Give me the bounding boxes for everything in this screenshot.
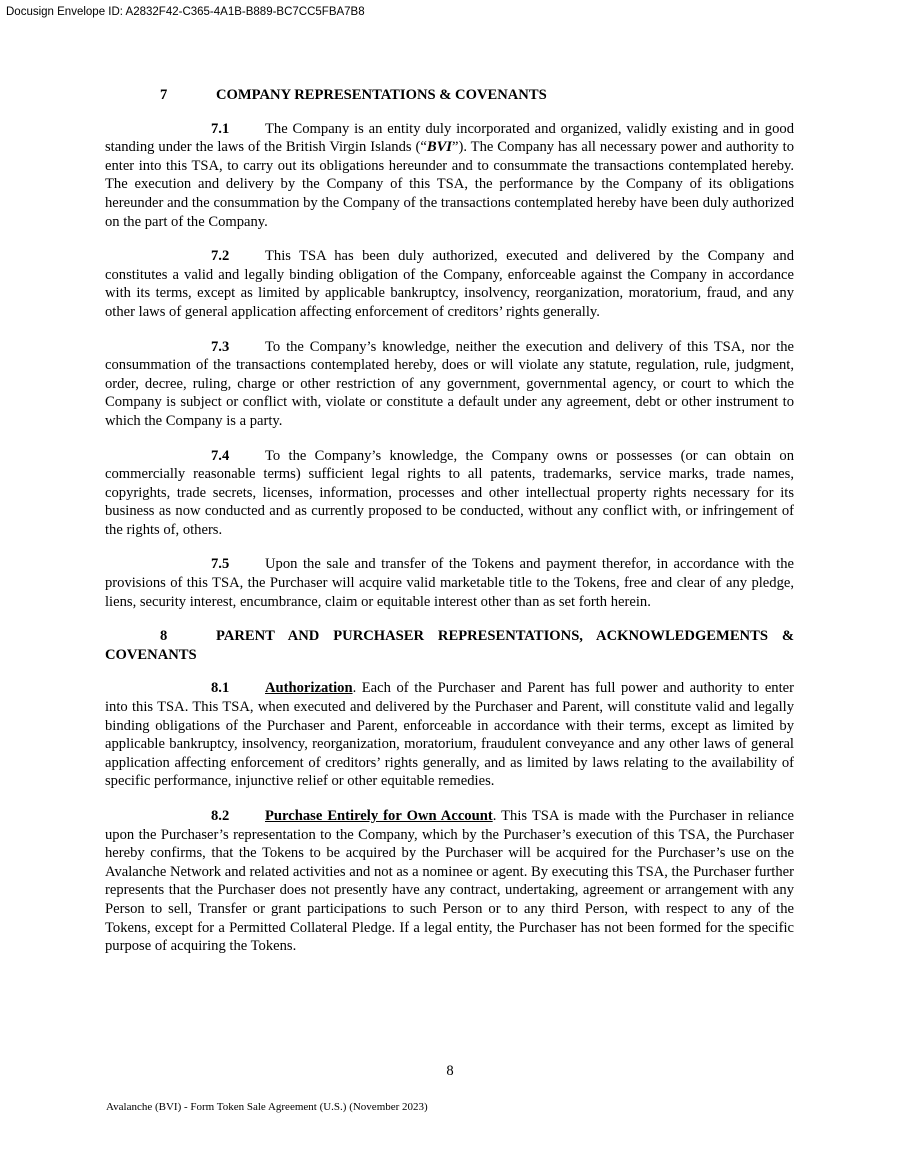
paragraph-text: This TSA has been duly authorized, executed and delivered by the Company and constitutes a valid and legally binding obligation of the Company, enforceable against the Company in accordance with its terms, except as limited by applicable bankruptcy, insolvency, reorganization, moratorium, fraud, and any other laws of general application affecting enforcement of creditors’ rights generally. [105,248,794,320]
paragraph-text: ”). The Company has all necessary power and authority to enter into this TSA, to carry out its obligations hereunder and to consummate the transactions contemplated hereby. The execution and delivery by the Company of this TSA, the performance by the Company of its obligations hereunder and the consummation by the Company of the transactions contemplated hereby have been duly authorized on the part of the Company. [105,139,794,230]
paragraph-7-5 [105,555,794,611]
section-7-number: 7 [160,87,168,103]
paragraph-number: 8.2 [211,808,230,824]
section-8-heading [105,627,794,664]
paragraph-8-1 [105,679,794,791]
paragraph-8-2 [105,807,794,956]
paragraph-7-1 [105,120,794,232]
paragraph-number: 7.5 [211,556,230,573]
document-body [105,86,794,972]
paragraph-7-2 [105,247,794,321]
paragraph-7-4 [105,447,794,540]
paragraph-number: 8.1 [211,680,230,697]
paragraph-text: Upon the sale and transfer of the Tokens and payment therefor, in accordance with the provisions of this TSA, the Purchaser will acquire valid marketable title to the Tokens, free and clear of any pledge, liens, security interest, encumbrance, claim or equitable interest other than as set forth herein. [105,556,794,610]
paragraph-text: . This TSA is made with the Purchaser in reliance upon the Purchaser’s representation to the Company, which by the Purchaser’s execution of this TSA, the Purchaser hereby confirms, that the Tokens to be acquired by the Purchaser will be acquired for the Purchaser’s use on the Avalanche Network and related activities and not as a nominee or agent. By executing this TSA, the Purchaser further represents that the Purchaser does not presently have any contract, undertaking, agreement or arrangement with any Person to sell, Transfer or grant participations to such Person or to any third Person, with respect to any of the Tokens, except for a Permitted Collateral Pledge. If a legal entity, the Purchaser has not been formed for the specific purpose of acquiring the Tokens. [105,808,794,955]
paragraph-text: To the Company’s knowledge, the Company owns or possesses (or can obtain on commercially reasonable terms) sufficient legal rights to all patents, trademarks, service marks, trade names, copyrights, trade secrets, licenses, information, processes and other intellectual property rights necessary for its business as now conducted and as currently proposed to be conducted, without any conflict with, or infringement of the rights of, others. [105,447,794,538]
paragraph-number: 7.3 [211,338,230,355]
paragraph-text: To the Company’s knowledge, neither the execution and delivery of this TSA, nor the consummation of the transactions contemplated hereby, does or will violate any statute, regulation, rule, judgment, order, decree, ruling, charge or other restriction of any government, governmental agency, or court to which the Company is subject or conflict with, violate or constitute a default under any agreement, debt or other instrument to which the Company is a party. [105,338,794,429]
paragraph-7-3 [105,338,794,431]
section-7-title: COMPANY REPRESENTATIONS & COVENANTS [216,87,547,103]
document-footer: Avalanche (BVI) - Form Token Sale Agreement (U.S.) (November 2023) [106,1101,428,1113]
paragraph-text: . Each of the Purchaser and Parent has full power and authority to enter into this TSA. This TSA, when executed and delivered by the Purchaser and Parent, will constitute valid and legally binding obligations of the Purchaser and Parent, enforceable in accordance with their terms, except as limited by applicable bankruptcy, insolvency, reorganization, moratorium, fraudulent conveyance and any other laws of general application affecting enforcement of creditors’ rights generally, and as limited by laws relating to the availability of specific performance, injunctive relief or other equitable remedies. [105,680,794,790]
defined-term-bvi: BVI [426,139,452,156]
section-8-number: 8 [160,628,168,645]
paragraph-text: The Company is an entity duly incorporated and organized, validly existing and in good standing under the laws of the British Virgin Islands (“ [105,120,794,156]
paragraph-number: 7.1 [211,120,230,137]
section-8-title: PARENT AND PURCHASER REPRESENTATIONS, ACKNOWLEDGEMENTS & COVENANTS [105,628,794,663]
envelope-id: Docusign Envelope ID: A2832F42-C365-4A1B-B889-BC7CC5FBA7B8 [6,6,365,18]
paragraph-heading: Purchase Entirely for Own Account [265,808,493,824]
paragraph-number: 7.2 [211,248,230,265]
paragraph-heading: Authorization [265,680,353,697]
paragraph-number: 7.4 [211,447,230,464]
page-number: 8 [446,1063,454,1079]
section-7-heading [105,86,794,105]
